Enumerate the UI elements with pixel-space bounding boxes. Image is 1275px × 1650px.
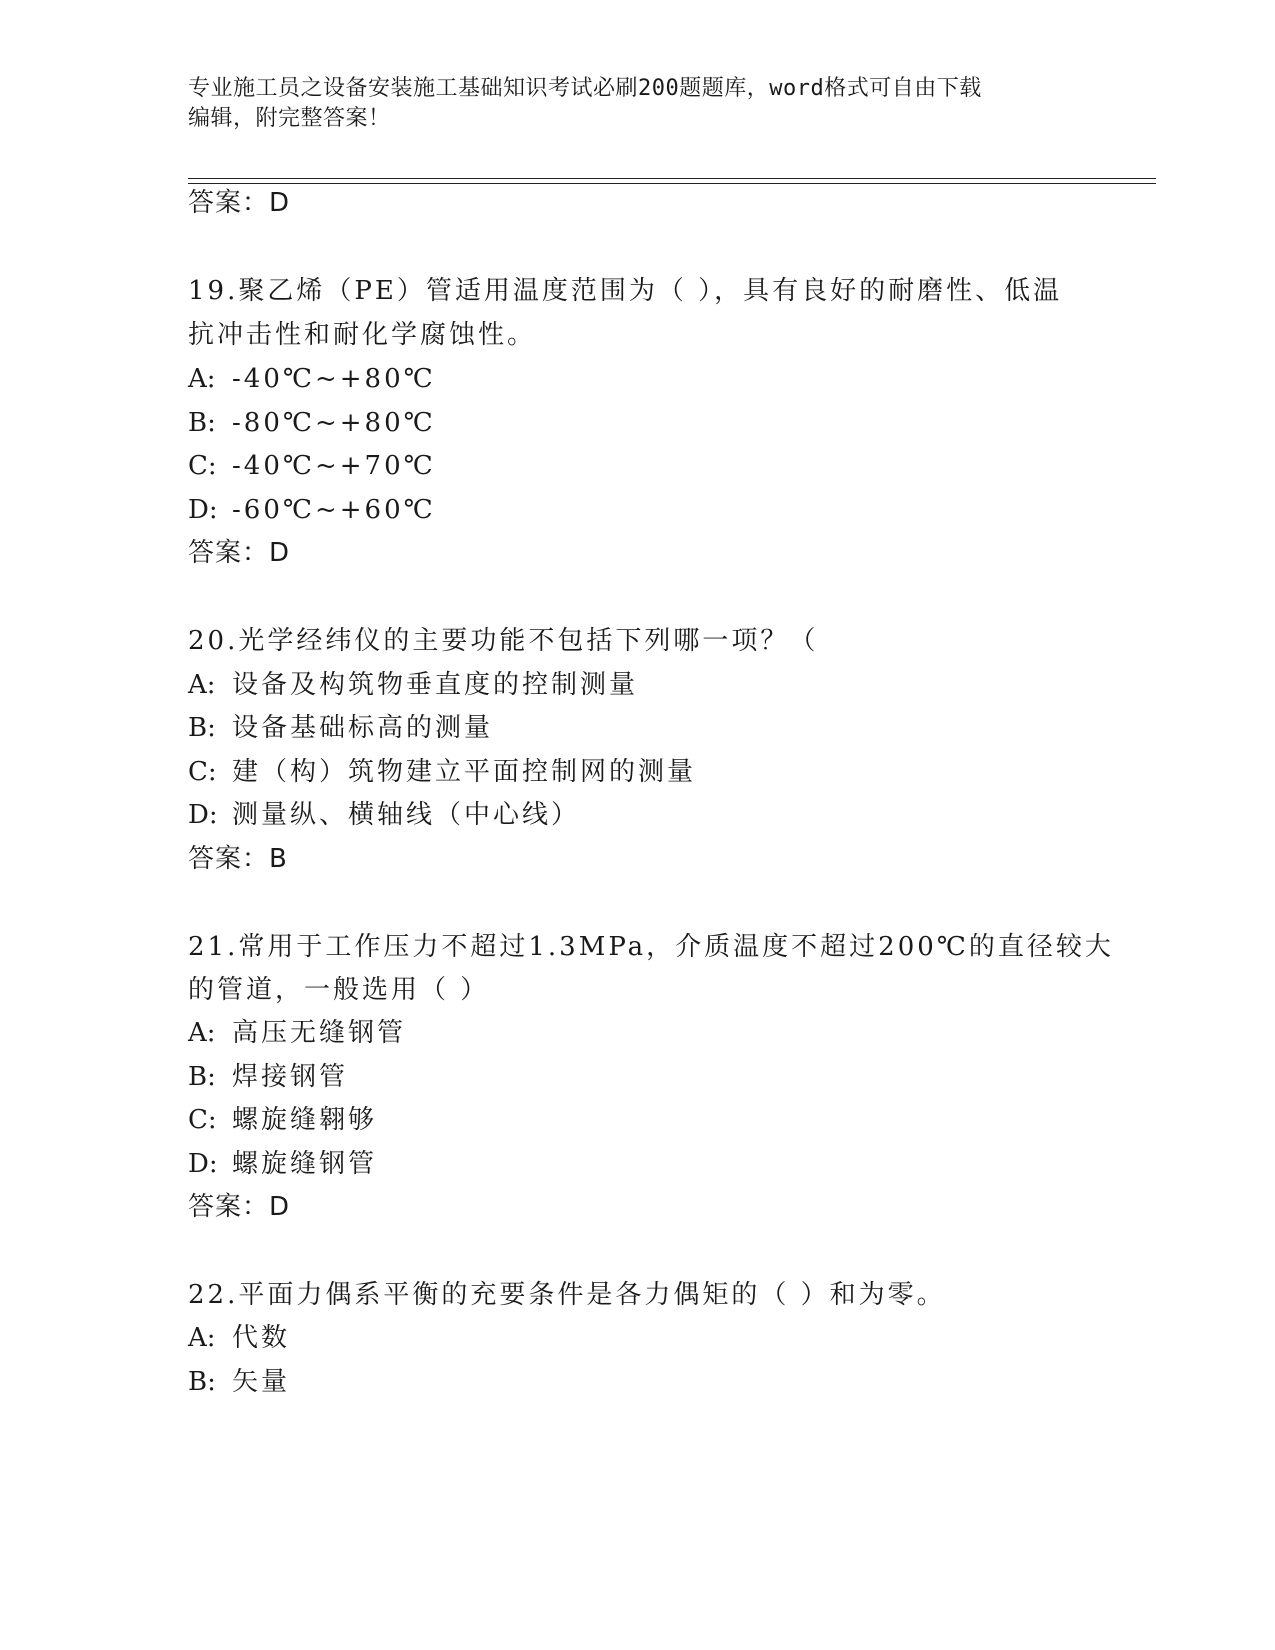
option-letter: C: — [188, 451, 217, 481]
question-21-stem-line2: 的管道，一般选用（ ） — [188, 975, 490, 1005]
question-20-option-b — [188, 711, 493, 745]
question-21-option-a — [188, 1016, 406, 1050]
question-21-option-d — [188, 1147, 377, 1181]
question-21-stem-line1: 21.常用于工作压力不超过1.3MPa，介质温度不超过200℃的直径较大 — [188, 932, 1114, 962]
question-19-option-a — [188, 362, 436, 396]
option-letter: B: — [188, 713, 216, 743]
option-letter: C: — [188, 757, 217, 787]
option-text: 高压无缝钢管 — [232, 1018, 407, 1048]
option-text: -40℃~+70℃ — [232, 451, 436, 481]
question-19-option-b — [188, 406, 436, 440]
option-letter: D: — [188, 800, 218, 830]
option-text: 焊接钢管 — [232, 1062, 349, 1092]
option-text: -80℃~+80℃ — [232, 408, 436, 438]
option-letter: A: — [188, 1018, 216, 1048]
option-text: 设备及构筑物垂直度的控制测量 — [232, 670, 639, 700]
option-letter: B: — [188, 408, 216, 438]
option-text: -40℃~+80℃ — [232, 364, 436, 394]
document-header — [188, 74, 1068, 134]
question-22-option-a — [188, 1321, 290, 1355]
question-19-option-d — [188, 493, 436, 527]
header-title-line1: 专业施工员之设备安装施工基础知识考试必刷200题题库，word格式可自由下载 — [188, 76, 982, 101]
question-21-option-b — [188, 1060, 348, 1094]
option-letter: B: — [188, 1367, 216, 1397]
question-20-answer: 答案：B — [188, 844, 288, 874]
question-19-stem-line2: 抗冲击性和耐化学腐蚀性。 — [188, 320, 537, 350]
question-20-option-c — [188, 755, 696, 789]
option-text: 螺旋缝翱够 — [232, 1105, 378, 1135]
question-21-answer: 答案：D — [188, 1192, 291, 1222]
answer-label: 答案：D — [188, 188, 291, 218]
option-text: 螺旋缝钢管 — [232, 1149, 378, 1179]
option-text: 测量纵、横轴线（中心线） — [232, 800, 581, 830]
question-19-option-c — [188, 449, 436, 483]
option-letter: D: — [188, 495, 218, 525]
header-divider-bottom — [188, 183, 1156, 184]
option-text: 设备基础标高的测量 — [232, 713, 494, 743]
header-divider-top — [188, 178, 1156, 179]
header-title-line2: 编辑，附完整答案！ — [188, 106, 391, 131]
option-text: 建（构）筑物建立平面控制网的测量 — [232, 757, 697, 787]
question-19-answer: 答案：D — [188, 538, 291, 568]
question-22-stem-line1: 22.平面力偶系平衡的充要条件是各力偶矩的（ ）和为零。 — [188, 1280, 946, 1310]
option-letter: B: — [188, 1062, 216, 1092]
option-letter: A: — [188, 1323, 216, 1353]
option-text: -60℃~+60℃ — [232, 495, 436, 525]
question-20-stem-line1: 20.光学经纬仪的主要功能不包括下列哪一项？（ — [188, 626, 819, 656]
option-letter: A: — [188, 364, 216, 394]
option-text: 矢量 — [232, 1367, 291, 1397]
question-19-stem-line1: 19.聚乙烯（PE）管适用温度范围为（ ），具有良好的耐磨性、低温 — [188, 276, 1063, 306]
question-21-option-c — [188, 1103, 377, 1137]
question-20-option-d — [188, 798, 580, 832]
option-letter: C: — [188, 1105, 217, 1135]
option-text: 代数 — [232, 1323, 291, 1353]
question-22-option-b — [188, 1365, 290, 1399]
option-letter: D: — [188, 1149, 218, 1179]
option-letter: A: — [188, 670, 216, 700]
question-20-option-a — [188, 668, 638, 702]
